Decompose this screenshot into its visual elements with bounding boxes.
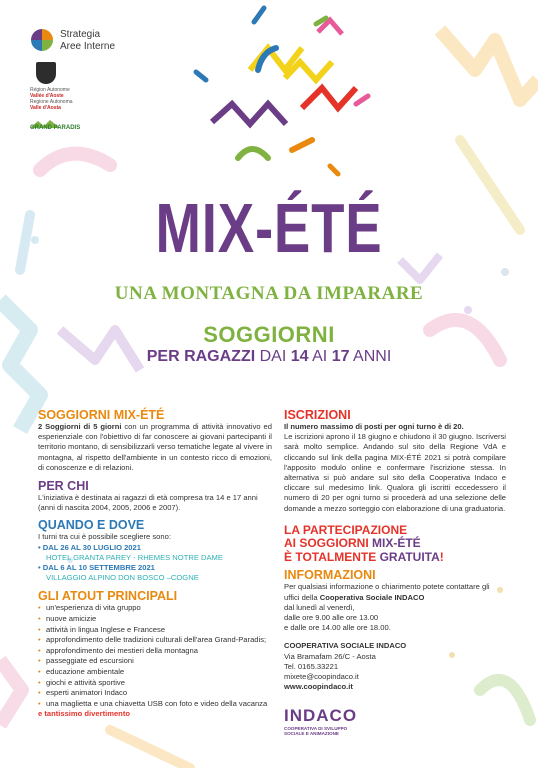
confetti-line-blue bbox=[196, 72, 206, 80]
deco-dot bbox=[464, 306, 472, 314]
atout-item bbox=[38, 699, 272, 710]
atout-item-text: approfondimento dei mestieri della montagna bbox=[46, 645, 198, 655]
coop-website[interactable]: www.coopindaco.it bbox=[284, 682, 353, 692]
bullet-icon: • bbox=[38, 603, 41, 613]
deco-zigzag bbox=[440, 30, 538, 100]
partecipazione-block bbox=[284, 524, 506, 565]
soggiorni-text: con un programma di attività innovativo ed esperienziale con l'obiettivo di far conoscere ai giovani partecipanti il territorio montano, di sensibilizzarli verso tematiche legate al vivere in montagna, al rispetto dell'ambiente in un contesto ricco di emozioni, di conoscenze e di relazioni. bbox=[38, 422, 272, 472]
part-line2a: AI SOGGIORNI bbox=[284, 536, 373, 551]
turno2-date: • DAL 6 AL 10 SETTEMBRE 2021 bbox=[38, 563, 155, 573]
coop-name: COOPERATIVA SOCIALE INDACO bbox=[284, 641, 407, 651]
main-title: MIX-ÉTÉ bbox=[155, 189, 383, 267]
confetti-line-orange bbox=[330, 166, 338, 174]
atout-item-text: nuove amicizie bbox=[46, 614, 97, 624]
bullet-icon: • bbox=[38, 614, 41, 624]
grand-paradis-text: GRAND PARADIS bbox=[30, 125, 81, 131]
atout-item-text: un'esperienza di vita gruppo bbox=[46, 603, 141, 613]
soggiorni-bold: 2 Soggiorni di 5 giorni bbox=[38, 422, 122, 431]
bullet-icon: • bbox=[38, 677, 41, 687]
deco-arc bbox=[40, 154, 110, 170]
atout-item bbox=[38, 688, 272, 699]
indaco-logo bbox=[284, 706, 358, 744]
bullet-icon: • bbox=[38, 688, 41, 698]
vda-line3: Regione Autonoma bbox=[30, 99, 73, 105]
atout-heading: GLI ATOUT PRINCIPALI bbox=[38, 589, 178, 604]
quando-e-dove-heading: QUANDO E DOVE bbox=[38, 518, 145, 533]
atout-item-text: educazione ambientale bbox=[46, 667, 125, 676]
turno1-place: HOTEL GRANTA PAREY - RHEMES NOTRE DAME bbox=[46, 552, 223, 562]
turno2-date-text: DAL 6 AL 10 SETTEMBRE 2021 bbox=[42, 563, 155, 573]
atout-item bbox=[38, 678, 272, 689]
grand-paradis-logo bbox=[30, 120, 81, 138]
turno1-date: • DAL 26 AL 30 LUGLIO 2021 bbox=[38, 542, 141, 552]
confetti-zigzag-red bbox=[302, 88, 356, 108]
confetti-arc-green bbox=[238, 149, 268, 158]
atout-item-text: passeggiate ed escursioni bbox=[46, 656, 134, 666]
confetti-line-pink bbox=[356, 96, 368, 104]
coop-address: Via Bramafam 26/C - Aosta bbox=[284, 651, 376, 661]
deco-dot bbox=[501, 268, 509, 276]
info-bold: Cooperativa Sociale INDACO bbox=[319, 592, 425, 602]
vda-line2: Vallée d'Aoste bbox=[30, 93, 64, 99]
strategia-line1: Strategia bbox=[60, 29, 101, 40]
part-line3a: È TOTALMENTE bbox=[284, 549, 380, 564]
quando-intro: I turni tra cui è possibile scegliere sono: bbox=[38, 532, 171, 542]
vda-crest-icon bbox=[36, 62, 56, 84]
deco-line bbox=[110, 730, 190, 768]
iscrizioni-text: Le iscrizioni aprono il 18 giugno e chiudono il 30 giugno. Iscriversi sarà molto semplice. Andando sul sito della Regione VdA e cliccando sul link della pagina MIX-ÉTÉ 2021 si potrà compilare l'apposito modulo online e confermare l'iscrizione stessa. In alternativa si può andare sul sito della Cooperativa Indaco e cliccare sul medesimo link. Qualora gli iscritti eccedessero il numero di 20 per ogni turno si procederà ad una selezione delle domande a mezzo sorteggio con elaborazione di una graduatoria. bbox=[284, 432, 506, 513]
coop-phone: Tel. 0165.33221 bbox=[284, 661, 339, 671]
atout-item bbox=[38, 614, 272, 625]
vda-line4: Valle d'Aosta bbox=[30, 105, 61, 111]
soggiorni-description bbox=[38, 422, 272, 473]
atout-item bbox=[38, 635, 272, 646]
atout-item-text: attività in lingua Inglese e Francese bbox=[46, 624, 166, 634]
part-line3c: ! bbox=[439, 549, 444, 564]
strategia-logo-icon bbox=[30, 28, 54, 52]
iscrizioni-bold: Il numero massimo di posti per ogni turno è di 20. bbox=[284, 422, 464, 431]
part-line3b: GRATUITA bbox=[379, 549, 440, 564]
anni-text: ANNI bbox=[353, 348, 392, 365]
soggiorni-heading: SOGGIORNI bbox=[203, 322, 335, 347]
age-to: 17 bbox=[331, 348, 350, 365]
indaco-sub2: SOCIALE E ANIMAZIONE bbox=[284, 731, 339, 736]
info-hours2: e dalle ore 14.00 alle ore 18.00. bbox=[284, 623, 391, 633]
part-line2 bbox=[284, 537, 506, 551]
atout-item-text: approfondimento delle tradizioni culturali dell'area Grand-Paradis; bbox=[46, 635, 267, 645]
confetti-zigzag-purple bbox=[212, 104, 286, 124]
atout-item bbox=[38, 603, 272, 614]
bullet-icon: • bbox=[38, 635, 41, 645]
age-range-line bbox=[0, 348, 538, 366]
vda-line1: Région Autonome bbox=[30, 87, 70, 93]
atout-list bbox=[38, 603, 272, 709]
left-column bbox=[38, 408, 272, 720]
per-ragazzi: PER RAGAZZI bbox=[146, 348, 256, 365]
per-chi-text: L'iniziativa è destinata ai ragazzi di età compresa tra 14 e 17 anni (anni di nascita 2004, 2005, 2006 e 2007). bbox=[38, 493, 258, 513]
atout-item bbox=[38, 656, 272, 667]
deco-dot bbox=[31, 236, 39, 244]
bullet-icon: • bbox=[38, 645, 41, 655]
strategia-aree-interne-logo bbox=[30, 28, 140, 56]
valle-d-aosta-logo bbox=[30, 62, 73, 112]
subtitle: UNA MONTAGNA DA IMPARARE bbox=[114, 283, 424, 304]
right-column bbox=[284, 408, 506, 692]
bullet-icon: • bbox=[38, 656, 41, 666]
atout-final: e tantissimo divertimento bbox=[38, 709, 130, 719]
part-line3 bbox=[284, 551, 506, 565]
bullet-icon: • bbox=[38, 667, 41, 676]
indaco-word: INDACO bbox=[284, 706, 358, 725]
atout-item-text: una maglietta e una chiavetta USB con foto e video della vacanza bbox=[46, 698, 268, 708]
iscrizioni-heading: ISCRIZIONI bbox=[284, 408, 351, 422]
atout-item bbox=[38, 667, 272, 678]
ai-text: AI bbox=[312, 348, 328, 365]
part-line1: LA PARTECIPAZIONE bbox=[284, 522, 408, 537]
coop-email[interactable]: mixete@coopindaco.it bbox=[284, 671, 359, 681]
info-text bbox=[284, 582, 506, 602]
age-from: 14 bbox=[290, 348, 309, 365]
confetti-line-blue bbox=[254, 8, 264, 22]
deco-zigzag bbox=[0, 660, 22, 725]
informazioni-heading: INFORMAZIONI bbox=[284, 568, 376, 583]
info-text-plain: Per qualsiasi informazione o chiarimento potete contattare gli uffici della bbox=[284, 582, 490, 602]
turno2-place: VILLAGGIO ALPINO DON BOSCO –COGNE bbox=[46, 573, 199, 583]
bullet-icon: • bbox=[38, 698, 41, 708]
dai-text: DAI bbox=[259, 348, 287, 365]
atout-item bbox=[38, 646, 272, 657]
per-chi-heading: PER CHI bbox=[38, 479, 89, 494]
soggiorni-mix-ete-heading: SOGGIORNI MIX-ÉTÉ bbox=[38, 408, 165, 422]
deco-line bbox=[20, 215, 30, 270]
indaco-sub1: COOPERATIVA DI SVILUPPO bbox=[284, 726, 348, 731]
info-days: dal lunedì al venerdì, bbox=[284, 602, 355, 612]
atout-item-text: giochi e attività sportive bbox=[46, 677, 125, 687]
atout-item-text: esperti animatori Indaco bbox=[46, 688, 128, 698]
turno1-date-text: DAL 26 AL 30 LUGLIO 2021 bbox=[42, 542, 141, 552]
atout-item bbox=[38, 625, 272, 636]
confetti-line-orange bbox=[292, 140, 312, 150]
info-hours1: dalle ore 9.00 alle ore 13.00 bbox=[284, 612, 379, 622]
bullet-icon: • bbox=[38, 624, 41, 634]
part-line2b: MIX-ÉTÉ bbox=[372, 536, 421, 551]
strategia-line2: Aree Interne bbox=[60, 41, 116, 52]
